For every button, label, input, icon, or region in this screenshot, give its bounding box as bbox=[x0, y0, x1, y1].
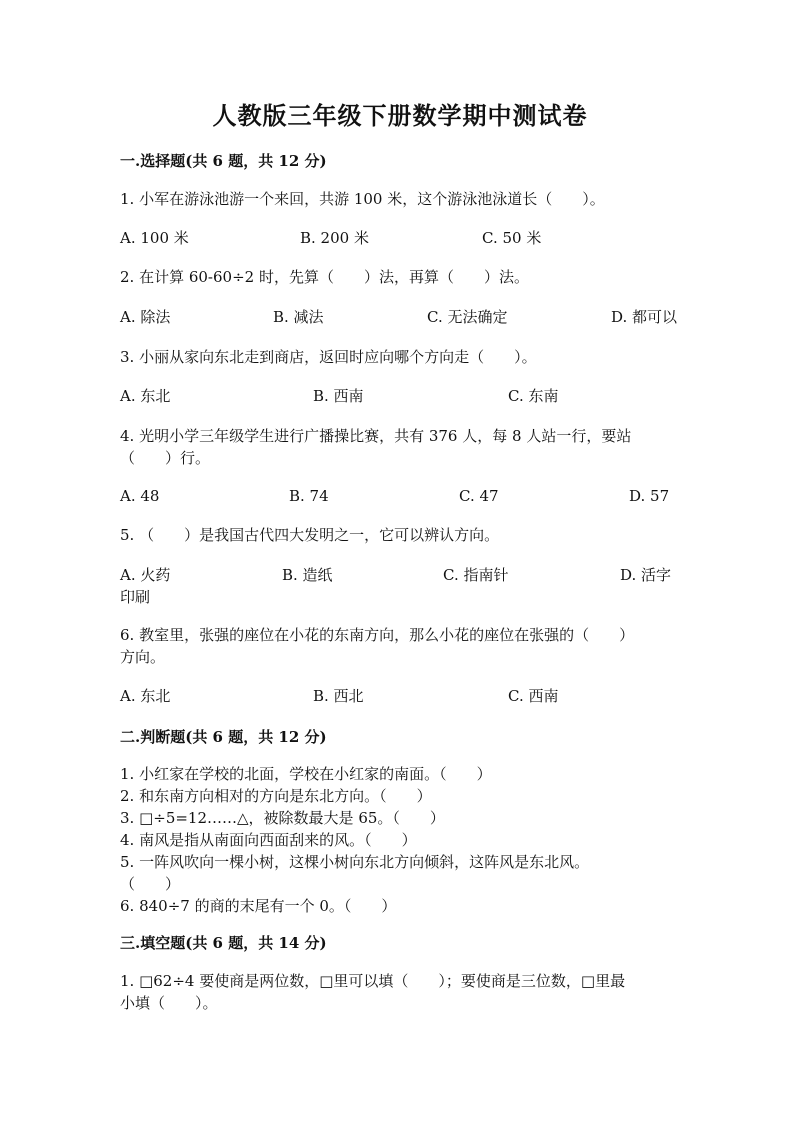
option: C. 指南针 bbox=[443, 566, 509, 584]
question-stem: 5. （ ）是我国古代四大发明之一，它可以辨认方向。 bbox=[120, 526, 500, 544]
judgment-item: 5. 一阵风吹向一棵小树，这棵小树向东北方向倾斜，这阵风是东北风。 bbox=[120, 853, 590, 871]
fill-item-continued: 小填（ ）。 bbox=[120, 994, 218, 1012]
option: B. 造纸 bbox=[282, 566, 333, 584]
option: A. 火药 bbox=[120, 566, 171, 584]
option: A. 48 bbox=[120, 487, 160, 505]
option-continued: 印刷 bbox=[120, 588, 151, 606]
option: C. 无法确定 bbox=[427, 308, 508, 326]
judgment-item: 6. 840÷7 的商的末尾有一个 0。（ ） bbox=[120, 897, 397, 915]
section-heading-judgment: 二.判断题(共 6 题，共 12 分) bbox=[120, 728, 327, 746]
option: B. 西南 bbox=[313, 387, 364, 405]
option: A. 东北 bbox=[120, 387, 171, 405]
option: A. 除法 bbox=[120, 308, 171, 326]
judgment-item: 4. 南风是指从南面向西面刮来的风。（ ） bbox=[120, 831, 417, 849]
option: A. 100 米 bbox=[120, 229, 189, 247]
question-stem-continued: （ ）行。 bbox=[120, 449, 211, 467]
question-stem-continued: 方向。 bbox=[120, 648, 166, 666]
option: B. 西北 bbox=[313, 687, 364, 705]
option: C. 西南 bbox=[508, 687, 559, 705]
option: C. 47 bbox=[459, 487, 499, 505]
option: B. 200 米 bbox=[300, 229, 369, 247]
option: D. 都可以 bbox=[611, 308, 678, 326]
page-title: 人教版三年级下册数学期中测试卷 bbox=[212, 101, 588, 130]
question-stem: 3. 小丽从家向东北走到商店，返回时应向哪个方向走（ ）。 bbox=[120, 348, 537, 366]
fill-item: 1. □62÷4 要使商是两位数，□里可以填（ ）；要使商是三位数，□里最 bbox=[120, 972, 626, 990]
judgment-item: 3. □÷5=12……△，被除数最大是 65。（ ） bbox=[120, 809, 445, 827]
option: D. 活字 bbox=[620, 566, 672, 584]
judgment-item-continued: （ ） bbox=[120, 875, 181, 893]
option: B. 74 bbox=[289, 487, 329, 505]
option: D. 57 bbox=[629, 487, 670, 505]
question-stem: 6. 教室里，张强的座位在小花的东南方向，那么小花的座位在张强的（ ） bbox=[120, 626, 635, 644]
option: B. 减法 bbox=[273, 308, 324, 326]
option: A. 东北 bbox=[120, 687, 171, 705]
option: C. 50 米 bbox=[482, 229, 542, 247]
question-stem: 4. 光明小学三年级学生进行广播操比赛，共有 376 人，每 8 人站一行，要站 bbox=[120, 427, 632, 445]
option: C. 东南 bbox=[508, 387, 559, 405]
question-stem: 2. 在计算 60-60÷2 时，先算（ ）法，再算（ ）法。 bbox=[120, 268, 529, 286]
judgment-item: 2. 和东南方向相对的方向是东北方向。（ ） bbox=[120, 787, 432, 805]
section-heading-choice: 一.选择题(共 6 题，共 12 分) bbox=[120, 152, 327, 170]
section-heading-fill: 三.填空题(共 6 题，共 14 分) bbox=[120, 934, 327, 952]
question-stem: 1. 小军在游泳池游一个来回，共游 100 米，这个游泳池泳道长（ ）。 bbox=[120, 190, 605, 208]
judgment-item: 1. 小红家在学校的北面，学校在小红家的南面。（ ） bbox=[120, 765, 492, 783]
